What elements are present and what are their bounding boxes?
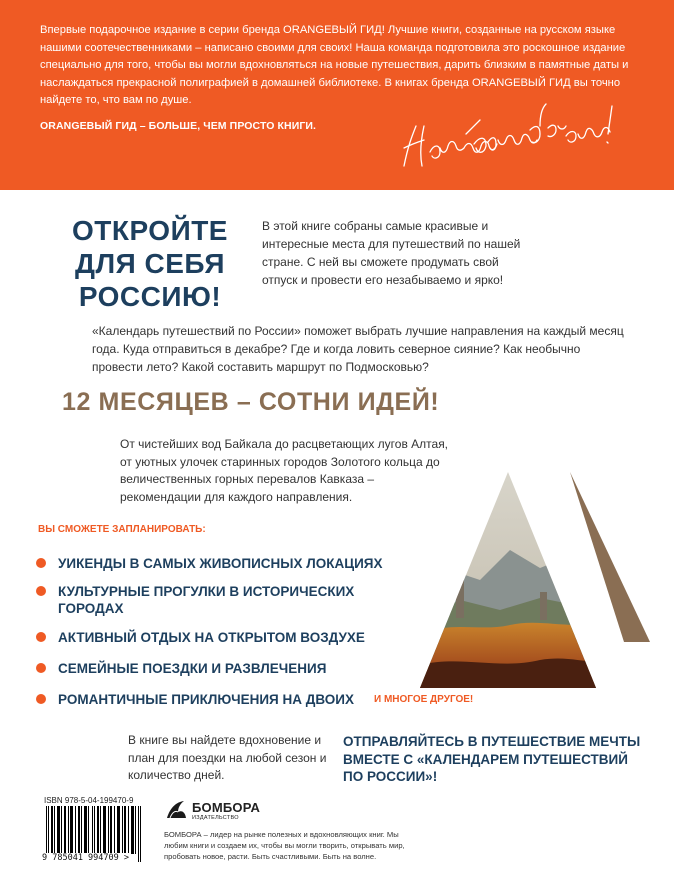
bullet-dot-icon <box>36 632 46 642</box>
inspiration-text: В книге вы найдете вдохновение и план для поездки на любой сезон и количество дней. <box>128 733 327 782</box>
list-item <box>36 660 326 677</box>
publisher-subtitle: ИЗДАТЕЛЬСТВО <box>192 815 239 821</box>
regions-description: От чистейших вод Байкала до расцветающих лугов Алтая, от уютных улочек старинных городов Золотого кольца до величественных горных перевалов Кавказа – рекомендации для каждого направления. <box>120 437 449 504</box>
and-more-label: И МНОГОЕ ДРУГОЕ! <box>374 694 474 705</box>
bullet-dot-icon <box>36 663 46 673</box>
call-to-action: ОТПРАВЛЯЙТЕСЬ В ПУТЕШЕСТВИЕ МЕЧТЫ ВМЕСТЕ С «КАЛЕНДАРЕМ ПУТЕШЕСТВИЙ ПО РОССИИ»! <box>343 734 641 784</box>
brand-slogan: ORANGEВЫЙ ГИД – БОЛЬШЕ, ЧЕМ ПРОСТО КНИГИ. <box>40 120 317 132</box>
barcode-digits: 9 785041 994709 > <box>42 853 129 863</box>
handwritten-signature <box>390 96 630 176</box>
calendar-questions: «Календарь путешествий по России» поможет выбрать лучшие направления на каждый месяц года. Куда отправиться в декабре? Где и когда ловить северное сияние? Как необычно провести лето? Какой составить маршрут по Подмосковью? <box>92 324 624 374</box>
discover-description: В этой книге собраны самые красивые и интересные места для путешествий по нашей стране. С ней вы сможете продумать свой отпуск и провести его незабываемо и ярко! <box>262 219 521 287</box>
bullet-dot-icon <box>36 558 46 568</box>
plan-item-label: АКТИВНЫЙ ОТДЫХ НА ОТКРЫТОМ ВОЗДУХЕ <box>58 630 365 645</box>
publisher-description: БОМБОРА – лидер на рынке полезных и вдохновляющих книг. Мы любим книги и создаем их, чтобы вы могли творить, открывать мир, пробовать новое, расти. Быть счастливыми. Быть на волне. <box>164 830 405 861</box>
list-item <box>36 691 354 708</box>
discover-heading <box>44 214 256 313</box>
months-heading: 12 МЕСЯЦЕВ – СОТНИ ИДЕЙ! <box>62 388 440 416</box>
isbn-number: ISBN 978-5-04-199470-9 <box>44 796 134 805</box>
plan-heading: ВЫ СМОЖЕТЕ ЗАПЛАНИРОВАТЬ: <box>38 524 206 535</box>
discover-heading-line-3: РОССИЮ! <box>78 281 222 312</box>
list-item <box>36 629 365 646</box>
plan-item-label: УИКЕНДЫ В САМЫХ ЖИВОПИСНЫХ ЛОКАЦИЯХ <box>58 556 383 571</box>
triangle-landscape-image <box>420 460 650 700</box>
list-item <box>36 555 383 572</box>
list-item <box>36 583 396 617</box>
publisher-name: БОМБОРА <box>192 800 261 815</box>
bullet-dot-icon <box>36 694 46 704</box>
bombora-logo-icon <box>164 798 188 822</box>
discover-heading-line-2: ДЛЯ СЕБЯ <box>75 248 225 279</box>
discover-heading-line-1: ОТКРОЙТЕ <box>72 215 228 246</box>
plan-item-label: КУЛЬТУРНЫЕ ПРОГУЛКИ В ИСТОРИЧЕСКИХ ГОРОДАХ <box>58 584 355 616</box>
bullet-dot-icon <box>36 586 46 596</box>
plan-item-label: СЕМЕЙНЫЕ ПОЕЗДКИ И РАЗВЛЕЧЕНИЯ <box>58 661 327 676</box>
intro-paragraph: Впервые подарочное издание в серии бренда ORANGEВЫЙ ГИД! Лучшие книги, созданные на русском языке нашими соотечественниками – написано своими для своих! Наша команда подготовила это роскошное издание специально для того, чтобы вы могли вдохновляться на новые путешествия, дарить близким в памятные даты и наслаждаться прекрасной полиграфией в домашней библиотеке. В книгах бренда ORANGEВЫЙ ГИД вы точно найдете то, что вам по душе. <box>40 24 629 107</box>
plan-item-label: РОМАНТИЧНЫЕ ПРИКЛЮЧЕНИЯ НА ДВОИХ <box>58 692 354 707</box>
